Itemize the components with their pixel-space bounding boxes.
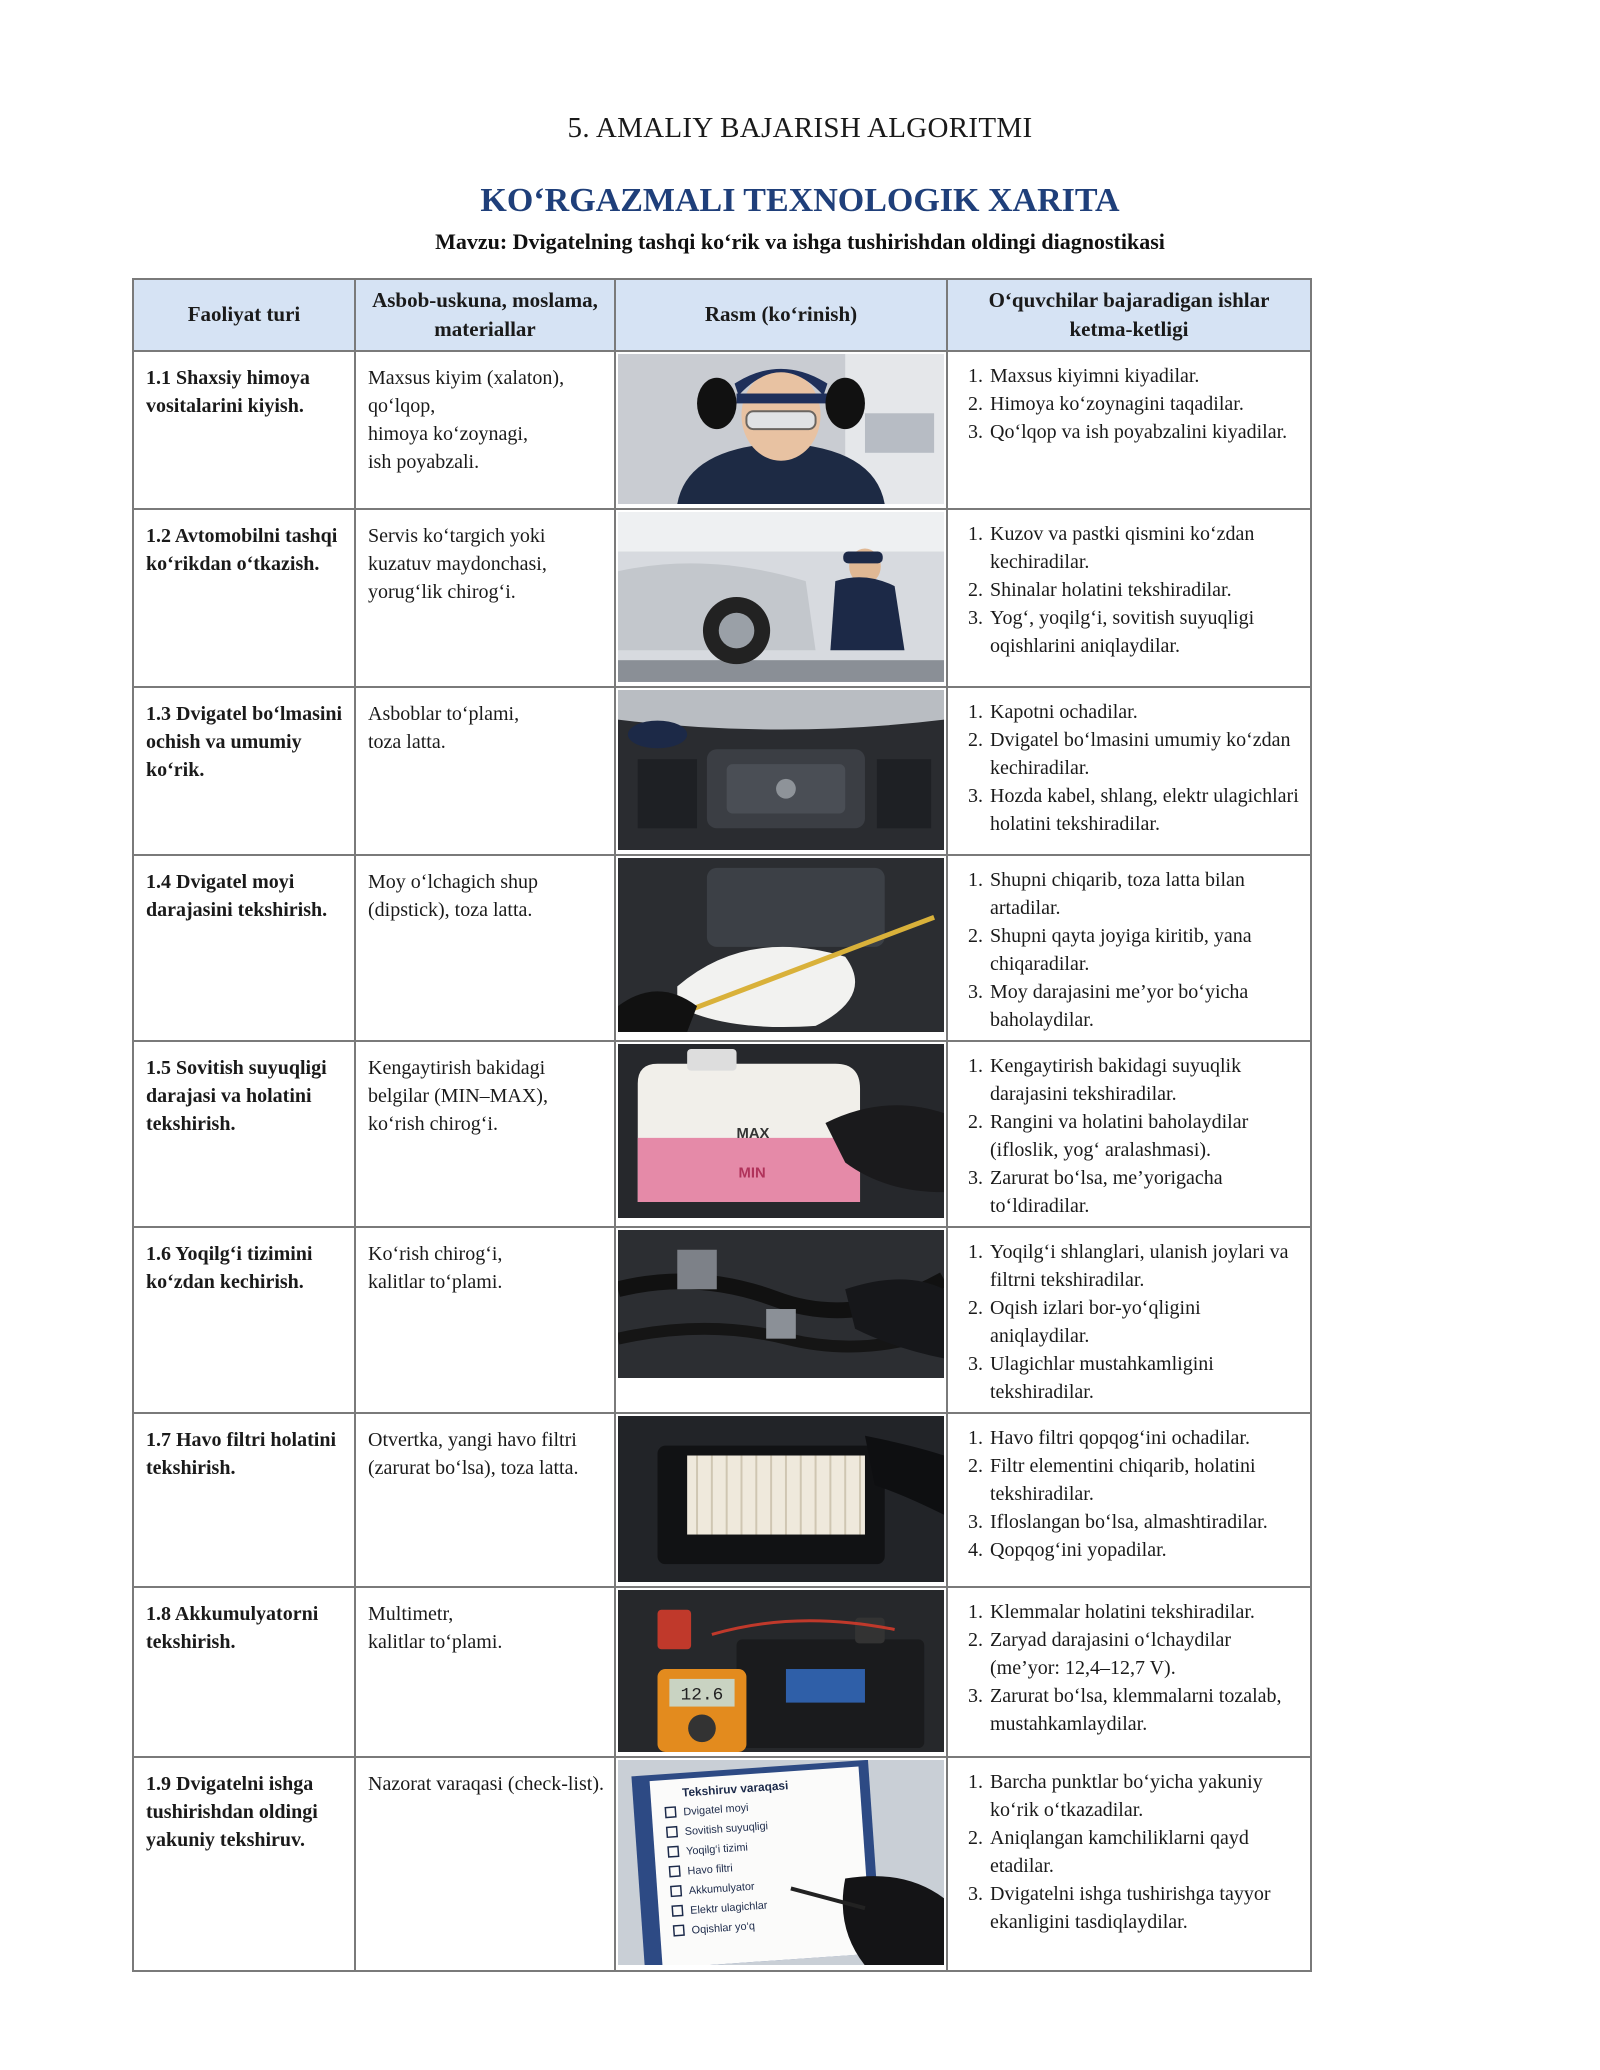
tools-cell	[355, 1041, 615, 1227]
photo-cell	[615, 687, 947, 855]
photo-engine-bay	[618, 690, 944, 850]
page-heading: 5. AMALIY BAJARISH ALGORITMI	[567, 112, 1033, 144]
step-item: 1. Maxsus kiyimni kiyadilar.	[988, 362, 1304, 390]
checklist-item: Dvigatel moyi	[683, 1801, 749, 1819]
photo-checklist	[618, 1760, 944, 1965]
coolant-min-label: MIN	[738, 1165, 766, 1182]
table-header-row	[133, 279, 1311, 351]
header-steps: O‘quvchilar bajaradigan ishlar ketma-ketligi	[947, 279, 1311, 351]
tool-item: ish poyabzali.	[368, 451, 480, 473]
steps-cell	[947, 855, 1311, 1041]
table-row	[133, 1227, 1311, 1413]
photo-oil-dipstick	[618, 858, 944, 1032]
step-item: 2. Filtr elementini chiqarib, holatini tekshiradilar.	[988, 1452, 1304, 1508]
header-activity: Faoliyat turi	[133, 279, 355, 351]
steps-cell	[947, 509, 1311, 687]
photo-cell	[615, 351, 947, 509]
step-item: 2. Dvigatel bo‘lmasini umumiy ko‘zdan kechiradilar.	[988, 726, 1304, 782]
steps-cell	[947, 1757, 1311, 1971]
step-item: 2. Aniqlangan kamchiliklarni qayd etadilar.	[988, 1824, 1304, 1880]
step-item: 3. Dvigatelni ishga tushirishga tayyor ekanligini tasdiqlaydilar.	[988, 1880, 1304, 1936]
tools-cell	[355, 687, 615, 855]
activity-cell: 1.7 Havo filtri holatini tekshirish.	[133, 1413, 355, 1587]
steps-cell	[947, 351, 1311, 509]
photo-car-inspection	[618, 512, 944, 682]
checklist-item: Elektr ulagichlar	[689, 1899, 768, 1917]
checklist-item: Akkumulyator	[688, 1880, 756, 1898]
tools-cell	[355, 351, 615, 509]
technology-map-table	[132, 278, 1312, 1972]
table-row	[133, 855, 1311, 1041]
activity-cell: 1.5 Sovitish suyuqligi darajasi va holatini tekshirish.	[133, 1041, 355, 1227]
activity-cell: 1.6 Yoqilg‘i tizimini ko‘zdan kechirish.	[133, 1227, 355, 1413]
table-row	[133, 1413, 1311, 1587]
step-item: 3. Moy darajasini me’yor bo‘yicha baholaydilar.	[988, 978, 1304, 1034]
step-item: 2. Zaryad darajasini o‘lchaydilar (me’yor: 12,4–12,7 V).	[988, 1626, 1304, 1682]
photo-cell	[615, 1413, 947, 1587]
multimeter-reading: 12.6	[680, 1685, 724, 1706]
activity-cell: 1.1 Shaxsiy himoya vositalarini kiyish.	[133, 351, 355, 509]
header-photo: Rasm (ko‘rinish)	[615, 279, 947, 351]
table-row	[133, 1041, 1311, 1227]
tool-item: Ko‘rish chirog‘i,	[368, 1243, 503, 1265]
tool-item: Kengaytirish bakidagi belgilar (MIN–MAX), ko‘rish chirog‘i.	[368, 1057, 548, 1135]
map-subtitle: Mavzu: Dvigatelning tashqi ko‘rik va ishga tushirishdan oldingi diagnostikasi	[435, 229, 1165, 254]
steps-cell	[947, 1227, 1311, 1413]
step-item: 3. Hozda kabel, shlang, elektr ulagichlari holatini tekshiradilar.	[988, 782, 1304, 838]
checklist-item: Havo filtri	[687, 1862, 734, 1878]
table-row	[133, 687, 1311, 855]
photo-cell	[615, 1587, 947, 1757]
table-row	[133, 1587, 1311, 1757]
photo-cell	[615, 855, 947, 1041]
header-tools: Asbob-uskuna, moslama, materiallar	[355, 279, 615, 351]
step-item: 3. Qo‘lqop va ish poyabzalini kiyadilar.	[988, 418, 1304, 446]
step-item: 1. Klemmalar holatini tekshiradilar.	[988, 1598, 1304, 1626]
activity-cell: 1.2 Avtomobilni tashqi ko‘rikdan o‘tkazish.	[133, 509, 355, 687]
tool-item: Maxsus kiyim (xalaton),	[368, 367, 565, 389]
step-item: 2. Shinalar holatini tekshiradilar.	[988, 576, 1304, 604]
step-item: 3. Zarurat bo‘lsa, klemmalarni tozalab, mustahkamlaydilar.	[988, 1682, 1304, 1738]
step-item: 4. Qopqog‘ini yopadilar.	[988, 1536, 1304, 1564]
activity-cell: 1.8 Akkumulyatorni tekshirish.	[133, 1587, 355, 1757]
checklist-item: Sovitish suyuqligi	[684, 1820, 769, 1839]
activity-cell: 1.4 Dvigatel moyi darajasini tekshirish.	[133, 855, 355, 1041]
tool-item: toza latta.	[368, 731, 446, 753]
tool-item: Multimetr,	[368, 1603, 454, 1625]
tools-cell	[355, 509, 615, 687]
table-row	[133, 509, 1311, 687]
tools-cell	[355, 855, 615, 1041]
photo-fuel-system	[618, 1230, 944, 1378]
steps-cell	[947, 1413, 1311, 1587]
step-item: 1. Shupni chiqarib, toza latta bilan artadilar.	[988, 866, 1304, 922]
photo-coolant-tank	[618, 1044, 944, 1218]
photo-ppe	[618, 354, 944, 504]
tools-cell	[355, 1757, 615, 1971]
tool-item: himoya ko‘zoynagi,	[368, 423, 528, 445]
photo-cell	[615, 1757, 947, 1971]
step-item: 1. Kengaytirish bakidagi suyuqlik darajasini tekshiradilar.	[988, 1052, 1304, 1108]
coolant-max-label: MAX	[736, 1125, 770, 1142]
step-item: 3. Ifloslangan bo‘lsa, almashtiradilar.	[988, 1508, 1304, 1536]
step-item: 3. Ulagichlar mustahkamligini tekshiradilar.	[988, 1350, 1304, 1406]
step-item: 2. Shupni qayta joyiga kiritib, yana chiqaradilar.	[988, 922, 1304, 978]
step-item: 2. Oqish izlari bor-yo‘qligini aniqlaydilar.	[988, 1294, 1304, 1350]
tool-item: kalitlar to‘plami.	[368, 1271, 503, 1293]
tools-cell	[355, 1587, 615, 1757]
tool-item: Servis ko‘targich yoki kuzatuv maydonchasi, yorug‘lik chirog‘i.	[368, 525, 547, 603]
step-item: 3. Yog‘, yoqilg‘i, sovitish suyuqligi oqishlarini aniqlaydilar.	[988, 604, 1304, 660]
activity-cell: 1.9 Dvigatelni ishga tushirishdan oldingi yakuniy tekshiruv.	[133, 1757, 355, 1971]
photo-cell	[615, 1041, 947, 1227]
tool-item: Otvertka, yangi havo filtri (zarurat bo‘lsa), toza latta.	[368, 1429, 579, 1479]
photo-air-filter	[618, 1416, 944, 1582]
tool-item: Asboblar to‘plami,	[368, 703, 520, 725]
step-item: 1. Barcha punktlar bo‘yicha yakuniy ko‘rik o‘tkazadilar.	[988, 1768, 1304, 1824]
step-item: 2. Rangini va holatini baholaydilar (ifloslik, yog‘ aralashmasi).	[988, 1108, 1304, 1164]
step-item: 1. Kapotni ochadilar.	[988, 698, 1304, 726]
activity-cell: 1.3 Dvigatel bo‘lmasini ochish va umumiy ko‘rik.	[133, 687, 355, 855]
checklist-item: Oqishlar yo‘q	[691, 1920, 756, 1937]
steps-cell	[947, 1041, 1311, 1227]
table-row	[133, 351, 1311, 509]
step-item: 1. Havo filtri qopqog‘ini ochadilar.	[988, 1424, 1304, 1452]
photo-battery-multimeter	[618, 1590, 944, 1752]
checklist-item: Yoqilg‘i tizimi	[685, 1841, 749, 1858]
table-row	[133, 1757, 1311, 1971]
checklist-title: Tekshiruv varaqasi	[681, 1778, 789, 1800]
step-item: 1. Yoqilg‘i shlanglari, ulanish joylari va filtrni tekshiradilar.	[988, 1238, 1304, 1294]
map-title: KO‘RGAZMALI TEXNOLOGIK XARITA	[480, 182, 1120, 219]
photo-cell	[615, 1227, 947, 1413]
step-item: 2. Himoya ko‘zoynagini taqadilar.	[988, 390, 1304, 418]
tool-item: kalitlar to‘plami.	[368, 1631, 503, 1653]
step-item: 3. Zarurat bo‘lsa, me’yorigacha to‘ldiradilar.	[988, 1164, 1304, 1220]
step-item: 1. Kuzov va pastki qismini ko‘zdan kechiradilar.	[988, 520, 1304, 576]
tool-item: Moy o‘lchagich shup (dipstick), toza latta.	[368, 871, 538, 921]
steps-cell	[947, 1587, 1311, 1757]
tools-cell	[355, 1413, 615, 1587]
steps-cell	[947, 687, 1311, 855]
tool-item: qo‘lqop,	[368, 395, 436, 417]
photo-cell	[615, 509, 947, 687]
tools-cell	[355, 1227, 615, 1413]
tool-item: Nazorat varaqasi (check-list).	[368, 1773, 604, 1795]
